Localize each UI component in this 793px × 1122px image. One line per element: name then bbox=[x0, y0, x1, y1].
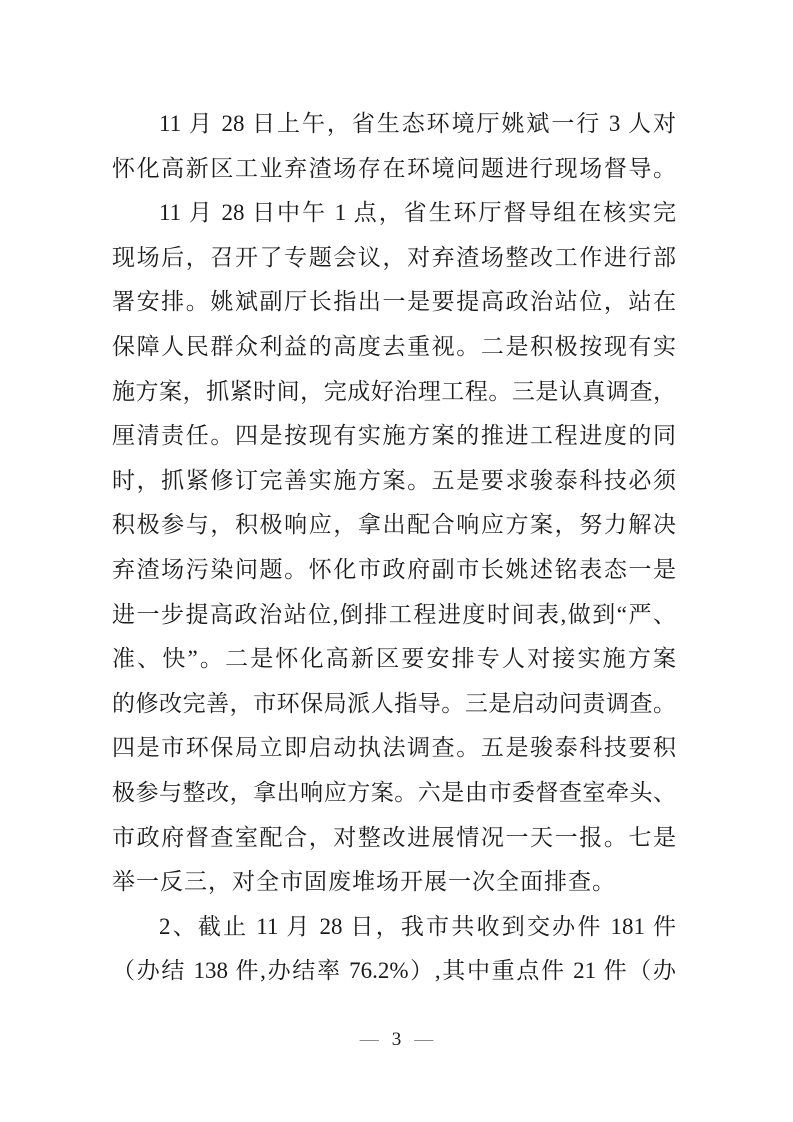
text-line: 举一反三，对全市固废堆场开展一次全面排查。 bbox=[112, 869, 616, 895]
text-line: 施方案，抓紧时间，完成好治理工程。三是认真调查， bbox=[112, 378, 676, 404]
text-line: 弃渣场污染问题。怀化市政府副市长姚述铭表态一是 bbox=[112, 556, 676, 582]
text-line: 署安排。姚斌副厅长指出一是要提高政治站位，站在 bbox=[112, 289, 676, 315]
text-line: 积极参与，积极响应，拿出配合响应方案，努力解决 bbox=[112, 512, 676, 538]
text-line: 现场后，召开了专题会议，对弃渣场整改工作进行部 bbox=[112, 244, 676, 270]
text-line: 市政府督查室配合，对整改进展情况一天一报。七是 bbox=[112, 824, 676, 850]
text-line: 保障人民群众利益的高度去重视。二是积极按现有实 bbox=[112, 333, 676, 359]
text-line: 四是市环保局立即启动执法调查。五是骏泰科技要积 bbox=[112, 735, 676, 761]
footer-dash-right: — bbox=[414, 1029, 434, 1050]
text-line: 准、快”。二是怀化高新区要安排专人对接实施方案 bbox=[112, 646, 676, 672]
text-line: 2、截止 11 月 28 日，我市共收到交办件 181 件 bbox=[159, 913, 676, 939]
text-line: 11 月 28 日上午，省生态环境厅姚斌一行 3 人对 bbox=[159, 111, 676, 136]
text-line: 极参与整改，拿出响应方案。六是由市委督查室牵头、 bbox=[112, 779, 676, 805]
page-footer bbox=[0, 1028, 793, 1052]
text-line: 怀化高新区工业弃渣场存在环境问题进行现场督导。 bbox=[112, 155, 676, 181]
text-line: 进一步提高政治站位,倒排工程进度时间表,做到“严、 bbox=[112, 601, 676, 627]
text-line: （办结 138 件,办结率 76.2%）,其中重点件 21 件（办 bbox=[112, 958, 676, 984]
text-line: 11 月 28 日中午 1 点，省生环厅督导组在核实完 bbox=[159, 200, 676, 226]
text-line: 时，抓紧修订完善实施方案。五是要求骏泰科技必须 bbox=[112, 467, 676, 493]
page-number: 3 bbox=[391, 1029, 402, 1050]
footer-dash-left: — bbox=[359, 1029, 379, 1050]
text-line: 厘清责任。四是按现有实施方案的推进工程进度的同 bbox=[112, 423, 676, 449]
document-body bbox=[112, 102, 676, 994]
text-line: 的修改完善，市环保局派人指导。三是启动问责调查。 bbox=[112, 690, 676, 716]
